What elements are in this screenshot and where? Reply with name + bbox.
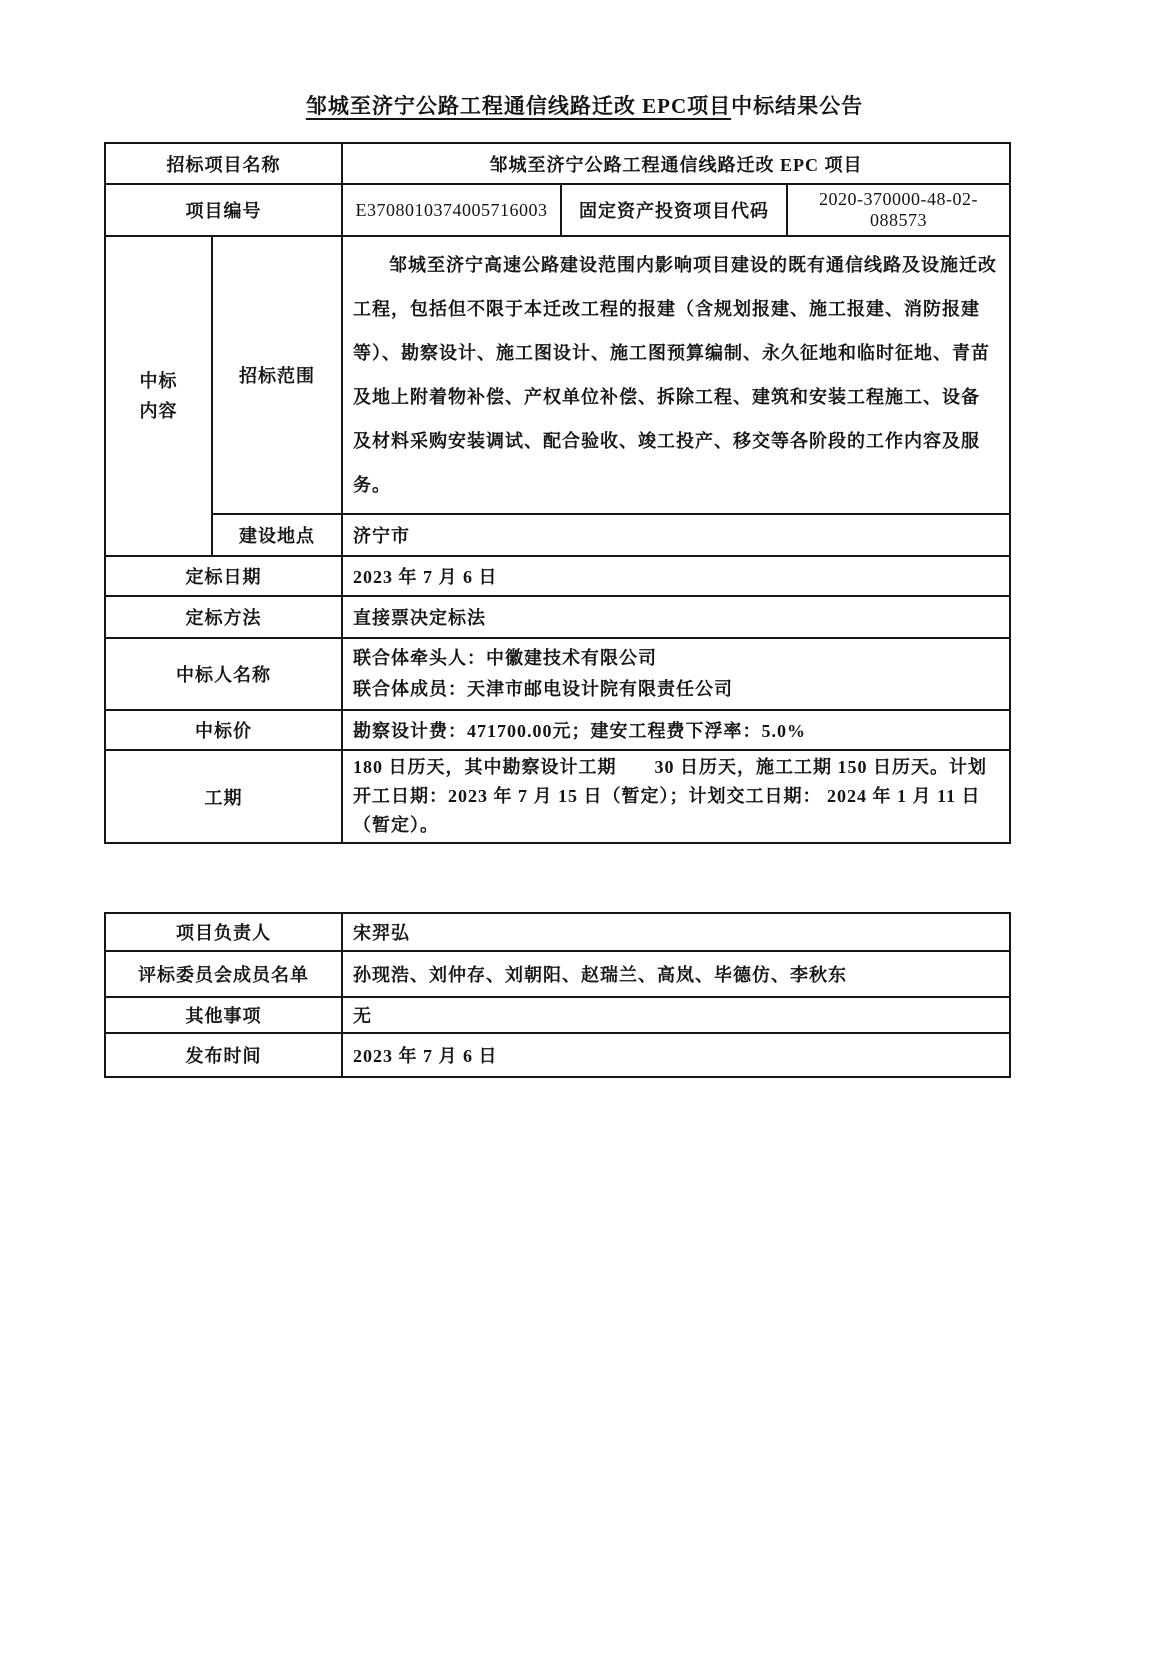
- row-bid-price: [105, 710, 1010, 750]
- award-method-value: 直接票决定标法: [342, 596, 1010, 638]
- row-evaluation-committee: [105, 951, 1010, 997]
- publish-time-label: 发布时间: [105, 1033, 342, 1077]
- award-date-label: 定标日期: [105, 556, 342, 596]
- row-project-manager: [105, 913, 1010, 951]
- duration-label: 工期: [105, 750, 342, 843]
- project-number-value: E3708010374005716003: [342, 184, 561, 236]
- award-content-group-label-text: 中标内容: [139, 371, 178, 421]
- bid-scope-label: 招标范围: [212, 236, 342, 514]
- winner-leader-line: 联合体牵头人：中徽建技术有限公司: [353, 648, 657, 668]
- other-matters-value: 无: [342, 997, 1010, 1033]
- winner-name-value: [342, 638, 1010, 710]
- duration-value: 180 日历天，其中勘察设计工期 30 日历天，施工工期 150 日历天。计划开工日期：2023 年 7 月 15 日（暂定）；计划交工日期： 2024 年 1 月 11 日（暂定）。: [342, 750, 1010, 843]
- award-date-value: 2023 年 7 月 6 日: [342, 556, 1010, 596]
- winner-name-label: 中标人名称: [105, 638, 342, 710]
- document-title-rest-part: 中标结果公告: [731, 94, 864, 118]
- investment-code-label: 固定资产投资项目代码: [561, 184, 787, 236]
- bid-result-extra-table: [104, 912, 1011, 1078]
- project-name-value: 邹城至济宁公路工程通信线路迁改 EPC 项目: [342, 143, 1010, 184]
- row-award-method: [105, 596, 1010, 638]
- document-title-underlined-part: 邹城至济宁公路工程通信线路迁改 EPC项目: [305, 94, 732, 118]
- evaluation-committee-value: 孙现浩、刘仲存、刘朝阳、赵瑞兰、高岚、毕德仿、李秋东: [342, 951, 1010, 997]
- row-publish-time: [105, 1033, 1010, 1077]
- bid-price-label: 中标价: [105, 710, 342, 750]
- bid-price-value: 勘察设计费：471700.00元；建安工程费下浮率：5.0%: [342, 710, 1010, 750]
- row-duration: [105, 750, 1010, 843]
- construction-location-value: 济宁市: [342, 514, 1010, 556]
- publish-time-value: 2023 年 7 月 6 日: [342, 1033, 1010, 1077]
- row-bid-scope: [105, 236, 1010, 514]
- row-project-number: [105, 184, 1010, 236]
- project-manager-value: 宋羿弘: [342, 913, 1010, 951]
- project-number-label: 项目编号: [105, 184, 342, 236]
- document-title: [0, 90, 1169, 120]
- construction-location-label: 建设地点: [212, 514, 342, 556]
- investment-code-value: 2020-370000-48-02-088573: [787, 184, 1010, 236]
- project-name-label: 招标项目名称: [105, 143, 342, 184]
- row-winner-name: [105, 638, 1010, 710]
- evaluation-committee-label: 评标委员会成员名单: [105, 951, 342, 997]
- bid-scope-value: 邹城至济宁高速公路建设范围内影响项目建设的既有通信线路及设施迁改工程，包括但不限于本迁改工程的报建（含规划报建、施工报建、消防报建等）、勘察设计、施工图设计、施工图预算编制、永久征地和临时征地、青苗及地上附着物补偿、产权单位补偿、拆除工程、建筑和安装工程施工、设备及材料采购安装调试、配合验收、竣工投产、移交等各阶段的工作内容及服务。: [342, 236, 1010, 514]
- row-project-name: [105, 143, 1010, 184]
- row-construction-location: [105, 514, 1010, 556]
- winner-member-line: 联合体成员：天津市邮电设计院有限责任公司: [353, 679, 733, 699]
- bid-result-main-table: [104, 142, 1011, 844]
- row-other-matters: [105, 997, 1010, 1033]
- project-manager-label: 项目负责人: [105, 913, 342, 951]
- row-award-date: [105, 556, 1010, 596]
- award-method-label: 定标方法: [105, 596, 342, 638]
- award-content-group-label: [105, 236, 212, 556]
- other-matters-label: 其他事项: [105, 997, 342, 1033]
